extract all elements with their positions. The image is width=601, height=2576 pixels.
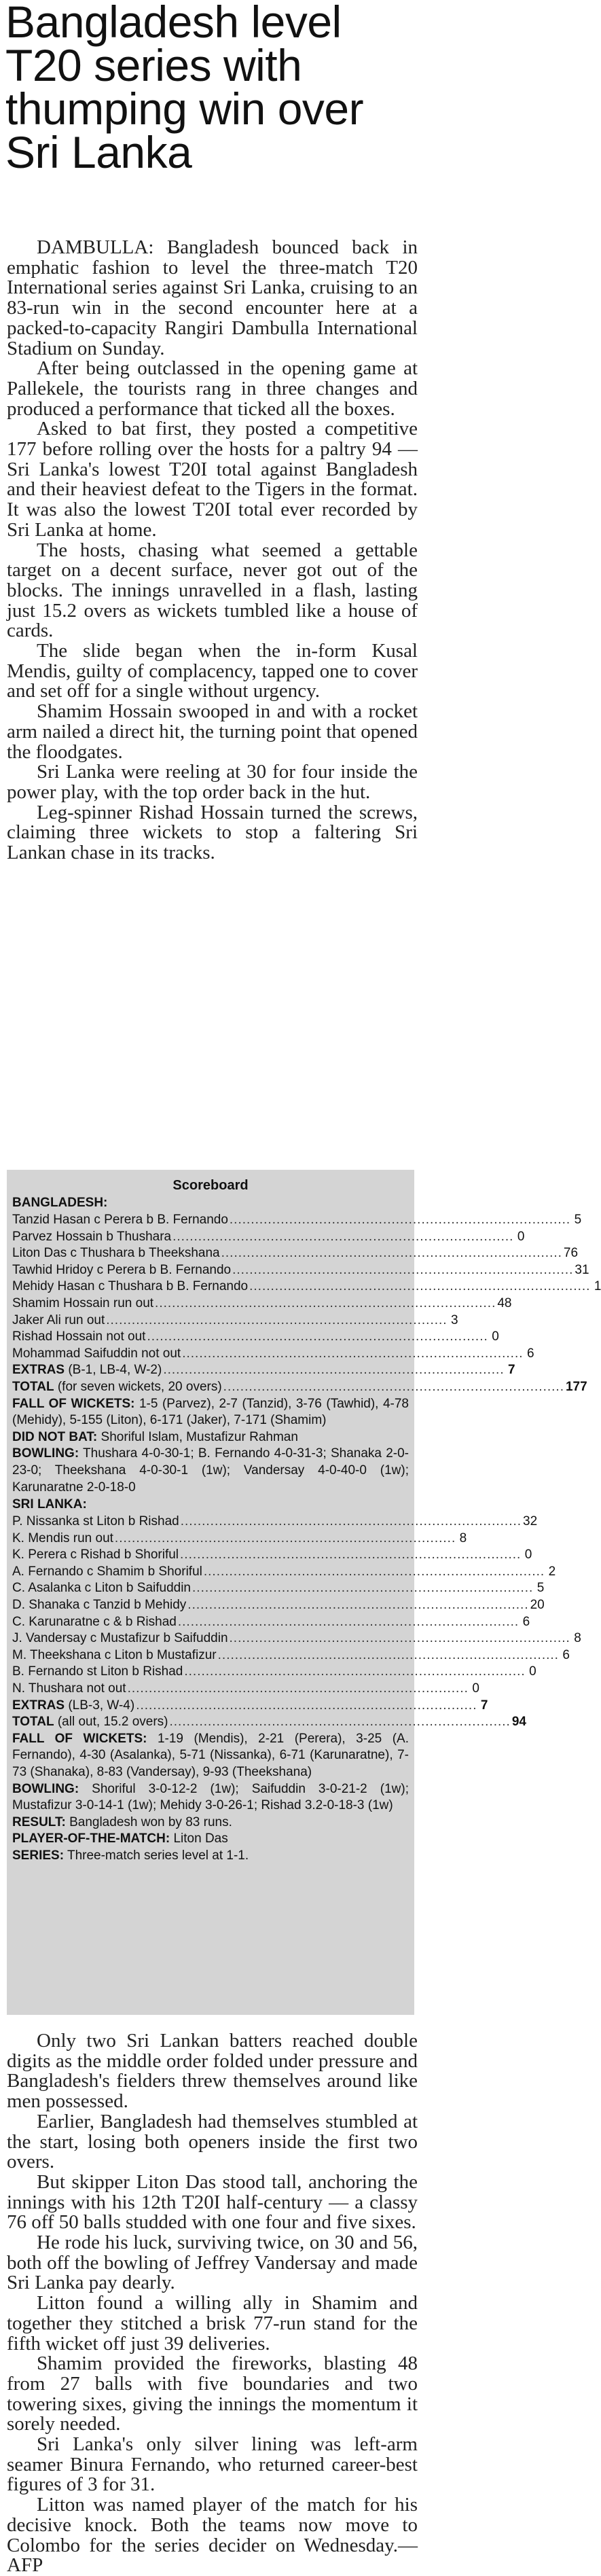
- scoreboard-box: [7, 1170, 601, 2015]
- paragraph: Earlier, Bangladesh had themselves stumbled at the start, losing both openers inside the first two overs.: [7, 2110, 418, 2173]
- paragraph: DAMBULLA: Bangladesh bounced back in emphatic fashion to level the three-match T20 International series against Sri Lanka, cruising to an 83-run win in the second encounter here at a packed-to-capacity Rangiri Dambulla International Stadium on Sunday.: [7, 236, 418, 359]
- batting-row: C. Asalanka c Liton b Saifuddin ................................................................................ 5: [12, 1580, 409, 1597]
- batter-runs: 76: [563, 1246, 579, 1261]
- sri-lanka-total-row: TOTAL (all out, 15.2 overs) ................................................................................ 94: [12, 1715, 526, 1730]
- article-body-top: [7, 238, 418, 863]
- batter-runs: 8: [574, 1631, 581, 1646]
- scoreboard-title: Scoreboard: [172, 1178, 249, 1193]
- paragraph: Leg-spinner Rishad Hossain turned the screws, claiming three wickets to stop a faltering Sri Lankan chase in its tracks.: [7, 801, 418, 864]
- batter-dismissal: K. Perera c Rishad b Shoriful: [12, 1548, 179, 1562]
- batter-runs: 0: [524, 1548, 532, 1562]
- batter-runs: 5: [536, 1581, 545, 1596]
- bangladesh-bowling-figures: BOWLING: Shoriful 3-0-12-2 (1w); Saifuddin 3-0-21-2 (1w); Mustafizur 3-0-14-1 (1w); Mehidy 3-0-26-1; Rishad 3.2-0-18-3 (1w): [12, 1781, 409, 1813]
- batting-row: J. Vandersay c Mustafizur b Saifuddin ................................................................................ 8: [12, 1630, 409, 1647]
- bangladesh-extras-row: EXTRAS (B-1, LB-4, W-2) ................................................................................ 7: [12, 1363, 515, 1378]
- batter-dismissal: B. Fernando st Liton b Rishad: [12, 1664, 183, 1679]
- batter-dismissal: P. Nissanka st Liton b Rishad: [12, 1514, 179, 1529]
- batting-row: Mohammad Saifuddin not out ................................................................................ 6: [12, 1346, 409, 1363]
- batter-runs: 6: [526, 1346, 534, 1361]
- batting-row: K. Mendis run out ................................................................................ 8: [12, 1531, 409, 1548]
- dateline: DAMBULLA:: [37, 236, 154, 258]
- batter-dismissal: A. Fernando c Shamim b Shoriful: [12, 1564, 202, 1579]
- batting-row: Parvez Hossain b Thushara ................................................................................ 0: [12, 1229, 409, 1246]
- batter-dismissal: D. Shanaka c Tanzid b Mehidy: [12, 1598, 187, 1613]
- bangladesh-did-not-bat: DID NOT BAT: Shoriful Islam, Mustafizur Rahman: [12, 1429, 298, 1444]
- batting-row: K. Perera c Rishad b Shoriful ................................................................................ 0: [12, 1547, 409, 1564]
- batting-row: M. Theekshana c Liton b Mustafizur ................................................................................ 6: [12, 1647, 409, 1664]
- batter-runs: 5: [574, 1213, 582, 1227]
- paragraph: Shamim Hossain swooped in and with a rocket arm nailed a direct hit, the turning point that opened the floodgates.: [7, 700, 418, 763]
- sri-lanka-bowling-figures: BOWLING: Thushara 4-0-30-1; B. Fernando 4-0-31-3; Shanaka 2-0-23-0; Theekshana 4-0-30-1 (1w); Vandersay 4-0-40-0 (1w); Karunaratne 2-0-18-0: [12, 1446, 409, 1495]
- batter-runs: 0: [492, 1329, 499, 1344]
- batter-runs: 0: [472, 1681, 479, 1696]
- batter-runs: 1: [594, 1279, 601, 1294]
- paragraph: Litton found a willing ally in Shamim and together they stitched a brisk 77-run stand for the fifth wicket off just 39 deliveries.: [7, 2292, 418, 2355]
- paragraph: Asked to bat first, they posted a competitive 177 before rolling over the hosts for a paltry 94 — Sri Lanka's lowest T20I total against Bangladesh and their heaviest defeat to the Tigers in the format. It was also the lowest T20I total ever recorded by Sri Lanka at home.: [7, 418, 418, 541]
- paragraph: Only two Sri Lankan batters reached double digits as the middle order folded under pressure and Bangladesh's fielders threw themselves around like men possessed.: [7, 2030, 418, 2113]
- batter-runs: 6: [522, 1614, 530, 1629]
- batting-row: Mehidy Hasan c Thushara b B. Fernando ................................................................................ 1: [12, 1278, 409, 1295]
- batter-dismissal: K. Mendis run out: [12, 1531, 113, 1545]
- batting-row: Jaker Ali run out ................................................................................ 3: [12, 1312, 409, 1329]
- batting-row: Liton Das c Thushara b Theekshana ................................................................................ 76: [12, 1245, 409, 1262]
- match-result: RESULT: Bangladesh won by 83 runs.: [12, 1814, 232, 1829]
- series-status: SERIES: Three-match series level at 1-1.: [12, 1848, 249, 1863]
- paragraph: After being outclassed in the opening game at Pallekele, the tourists rang in three changes and produced a performance that ticked all the boxes.: [7, 357, 418, 420]
- batter-dismissal: Liton Das c Thushara b Theekshana: [12, 1246, 220, 1261]
- bangladesh-fall-of-wickets: FALL OF WICKETS: 1-5 (Parvez), 2-7 (Tanzid), 3-76 (Tawhid), 4-78 (Mehidy), 5-155 (Liton), 6-171 (Jaker), 7-171 (Shamim): [12, 1396, 409, 1428]
- batter-dismissal: Rishad Hossain not out: [12, 1329, 146, 1344]
- batter-runs: 8: [459, 1531, 467, 1545]
- paragraph: Litton was named player of the match for his decisive knock. Both the teams now move to Colombo for the series decider on Wednesday.—AFP: [7, 2494, 418, 2576]
- team-heading-sri-lanka: SRI LANKA:: [12, 1497, 87, 1512]
- sri-lanka-batting-list: [12, 1514, 581, 1698]
- paragraph: Sri Lanka's only silver lining was left-arm seamer Binura Fernando, who returned career-best figures of 3 for 31.: [7, 2433, 418, 2496]
- batter-dismissal: C. Karunaratne c & b Rishad: [12, 1614, 177, 1629]
- batter-runs: 0: [529, 1664, 536, 1679]
- batter-runs: 31: [575, 1262, 589, 1277]
- paragraph: He rode his luck, surviving twice, on 30 and 56, both off the bowling of Jeffrey Vandersay and made Sri Lanka pay dearly.: [7, 2232, 418, 2294]
- batter-dismissal: J. Vandersay c Mustafizur b Saifuddin: [12, 1631, 228, 1646]
- batter-dismissal: Parvez Hossain b Thushara: [12, 1229, 172, 1244]
- batter-dismissal: C. Asalanka c Liton b Saifuddin: [12, 1581, 192, 1596]
- batter-dismissal: N. Thushara not out: [12, 1681, 126, 1696]
- batter-dismissal: Shamim Hossain run out: [12, 1295, 154, 1310]
- batter-runs: 32: [523, 1514, 538, 1529]
- batting-row: D. Shanaka c Tanzid b Mehidy ................................................................................ 20: [12, 1597, 409, 1614]
- paragraph: But skipper Liton Das stood tall, anchoring the innings with his 12th T20I half-century — a classy 76 off 50 balls studded with one four and five sixes.: [7, 2170, 418, 2234]
- batter-runs: 2: [548, 1564, 556, 1579]
- batter-runs: 20: [530, 1598, 545, 1613]
- batting-row: Tanzid Hasan c Perera b B. Fernando ................................................................................ 5: [12, 1212, 409, 1229]
- batter-dismissal: Tanzid Hasan c Perera b B. Fernando: [12, 1213, 228, 1227]
- batter-dismissal: Mehidy Hasan c Thushara b B. Fernando: [12, 1279, 249, 1294]
- bangladesh-total-row: TOTAL (for seven wickets, 20 overs) ................................................................................ 177: [12, 1379, 587, 1394]
- batting-row: Tawhid Hridoy c Perera b B. Fernando ................................................................................ 31: [12, 1262, 409, 1279]
- paragraph: Shamim provided the fireworks, blasting 48 from 27 balls with five boundaries and two towering sixes, giving the innings the momentum it sorely needed.: [7, 2353, 418, 2435]
- paragraph: The slide began when the in-form Kusal Mendis, guilty of complacency, tapped one to cover and set off for a single without urgency.: [7, 640, 418, 702]
- paragraph: The hosts, chasing what seemed a gettable target on a decent surface, never got out of the blocks. The innings unravelled in a flash, lasting just 15.2 overs as wickets tumbled like a house of cards.: [7, 539, 418, 642]
- batting-row: Rishad Hossain not out ................................................................................ 0: [12, 1329, 409, 1346]
- batter-runs: 3: [450, 1312, 458, 1327]
- article-body-bottom: [7, 2031, 418, 2576]
- batting-row: A. Fernando c Shamim b Shoriful ................................................................................ 2: [12, 1564, 409, 1581]
- batter-dismissal: Tawhid Hridoy c Perera b B. Fernando: [12, 1262, 232, 1277]
- batting-row: N. Thushara not out ................................................................................ 0: [12, 1681, 409, 1698]
- sri-lanka-extras-row: EXTRAS (LB-3, W-4) ................................................................................ 7: [12, 1698, 488, 1713]
- batter-dismissal: Jaker Ali run out: [12, 1312, 105, 1327]
- paragraph: Sri Lanka were reeling at 30 for four inside the power play, with the top order back in the hut.: [7, 761, 418, 803]
- bangladesh-batting-list: [12, 1212, 601, 1362]
- team-heading-bangladesh: BANGLADESH:: [12, 1196, 108, 1210]
- batter-runs: 0: [517, 1229, 525, 1244]
- batting-row: Shamim Hossain run out ................................................................................ 48: [12, 1295, 409, 1312]
- sri-lanka-fall-of-wickets: FALL OF WICKETS: 1-19 (Mendis), 2-21 (Perera), 3-25 (A. Fernando), 4-30 (Asalanka), 5-71 (Nissanka), 6-71 (Karunaratne), 7-73 (Shanaka), 8-83 (Vandersay), 9-93 (Theekshana): [12, 1731, 409, 1779]
- headline: Bangladesh level T20 series with thumping win over Sri Lanka: [5, 0, 364, 177]
- batting-row: C. Karunaratne c & b Rishad ................................................................................ 6: [12, 1614, 409, 1631]
- batter-dismissal: Mohammad Saifuddin not out: [12, 1346, 181, 1361]
- batting-row: B. Fernando st Liton b Rishad ................................................................................ 0: [12, 1664, 409, 1681]
- batting-row: P. Nissanka st Liton b Rishad ................................................................................ 32: [12, 1514, 409, 1531]
- batter-runs: 6: [562, 1647, 570, 1662]
- batter-dismissal: M. Theekshana c Liton b Mustafizur: [12, 1647, 217, 1662]
- player-of-the-match: PLAYER-OF-THE-MATCH: Liton Das: [12, 1831, 228, 1846]
- batter-runs: 48: [497, 1295, 512, 1310]
